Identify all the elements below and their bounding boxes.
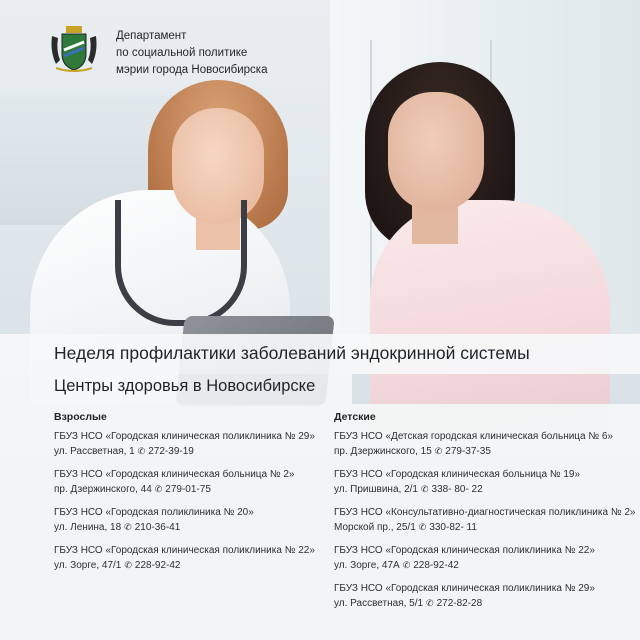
- page-title: Неделя профилактики заболеваний эндокринной системы: [54, 343, 530, 363]
- center-address: ул. Рассветная, 5/1 ✆ 272-82-28: [334, 598, 483, 609]
- phone-icon: ✆: [426, 598, 434, 608]
- list-item: [54, 543, 324, 573]
- list-item: [54, 505, 324, 535]
- list-item: [334, 467, 634, 497]
- phone-icon: ✆: [124, 560, 132, 570]
- center-name: ГБУЗ НСО «Городская поликлиника № 20»: [54, 507, 254, 518]
- coat-of-arms-icon: [46, 24, 102, 74]
- center-address: ул. Зорге, 47/1 ✆ 228-92-42: [54, 560, 181, 571]
- title-band: [0, 334, 640, 374]
- department-line-1: Департамент: [116, 30, 187, 42]
- children-column: [334, 410, 634, 619]
- phone-icon: ✆: [420, 484, 429, 494]
- centers-panel: [0, 404, 640, 640]
- center-address: Морской пр., 25/1 ✆ 330-82- 11: [334, 522, 477, 533]
- children-heading: Детские: [334, 411, 376, 423]
- department-line-2: по социальной политике: [116, 47, 248, 59]
- list-item: [54, 467, 324, 497]
- phone-icon: ✆: [124, 522, 132, 532]
- center-name: ГБУЗ НСО «Консультативно-диагностическая поликлиника № 2»: [334, 507, 636, 518]
- center-name: ГБУЗ НСО «Городская клиническая поликлиника № 22»: [54, 545, 315, 556]
- page-subtitle: Центры здоровья в Новосибирске: [54, 377, 316, 395]
- list-item: [334, 543, 634, 573]
- center-address: ул. Зорге, 47А ✆ 228-92-42: [334, 560, 459, 571]
- adults-heading: Взрослые: [54, 411, 107, 423]
- center-name: ГБУЗ НСО «Городская клиническая поликлиника № 29»: [334, 583, 595, 594]
- subtitle-band: [0, 374, 352, 404]
- phone-icon: ✆: [434, 446, 443, 456]
- center-name: ГБУЗ НСО «Детская городская клиническая больница № 6»: [334, 431, 613, 442]
- center-address: ул. Пришвина, 2/1 ✆ 338- 80- 22: [334, 484, 483, 495]
- list-item: [334, 581, 634, 611]
- center-name: ГБУЗ НСО «Городская клиническая больница № 19»: [334, 469, 581, 480]
- center-address: пр. Дзержинского, 15 ✆ 279-37-35: [334, 446, 491, 457]
- center-address: ул. Ленина, 18 ✆ 210-36-41: [54, 522, 181, 533]
- center-address: пр. Дзержинского, 44 ✆ 279-01-75: [54, 484, 211, 495]
- list-item: [334, 429, 634, 459]
- center-name: ГБУЗ НСО «Городская клиническая поликлиника № 22»: [334, 545, 595, 556]
- phone-icon: ✆: [402, 560, 411, 570]
- adults-column: [54, 410, 324, 581]
- patient-shirt: [370, 200, 610, 430]
- center-name: ГБУЗ НСО «Городская клиническая больница № 2»: [54, 469, 295, 480]
- phone-icon: ✆: [154, 484, 163, 494]
- department-name: [116, 28, 267, 79]
- list-item: [54, 429, 324, 459]
- stethoscope-icon: [115, 200, 247, 326]
- header: [46, 24, 267, 79]
- phone-icon: ✆: [418, 522, 427, 532]
- patient-face: [388, 92, 484, 212]
- center-address: ул. Рассветная, 1 ✆ 272-39-19: [54, 446, 194, 457]
- phone-icon: ✆: [137, 446, 146, 456]
- list-item: [334, 505, 634, 535]
- department-line-3: мэрии города Новосибирска: [116, 64, 268, 76]
- center-name: ГБУЗ НСО «Городская клиническая поликлиника № 29»: [54, 431, 315, 442]
